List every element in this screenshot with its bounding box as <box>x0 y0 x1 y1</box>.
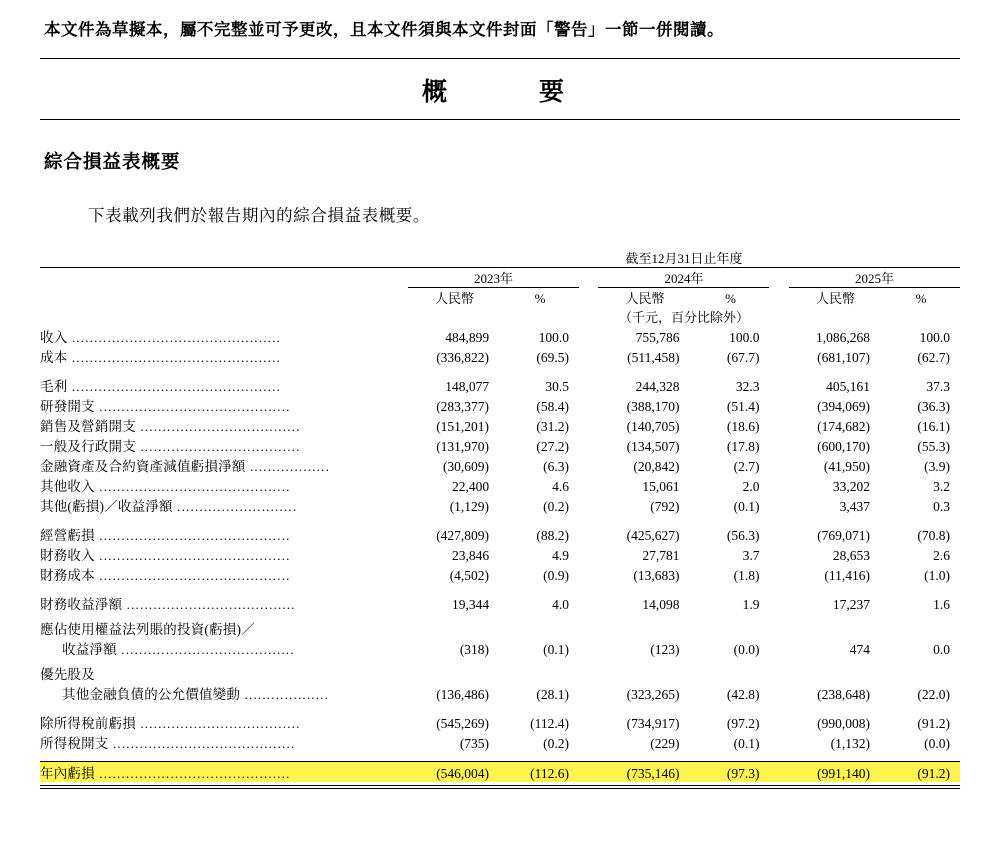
column-gap <box>579 732 598 752</box>
year-header-2025: 2025年 <box>789 268 960 288</box>
row-value: (51.4) <box>726 399 760 414</box>
row-value: (17.8) <box>726 439 760 454</box>
row-label: 所得稅開支 ......................................... <box>40 736 296 751</box>
row-label: 一般及行政開支 .................................... <box>40 439 301 454</box>
page-title: 概 要 <box>421 79 578 106</box>
column-gap <box>769 455 788 475</box>
row-value: 19,344 <box>451 597 490 612</box>
row-value: 2.0 <box>742 479 760 494</box>
divider-under-title <box>40 119 960 120</box>
column-gap <box>769 375 788 395</box>
row-value: (134,507) <box>626 439 680 454</box>
column-gap <box>579 544 598 564</box>
row-value: (174,682) <box>817 419 870 434</box>
table-row <box>40 524 960 544</box>
row-value: (388,170) <box>626 399 680 414</box>
unit-percent-2025: % <box>915 291 927 306</box>
column-gap <box>769 618 788 638</box>
row-value: (151,201) <box>436 419 490 434</box>
column-gap <box>769 475 788 495</box>
row-value: (600,170) <box>817 439 870 454</box>
column-gap <box>579 712 598 732</box>
row-value: 23,846 <box>451 548 490 563</box>
column-gap <box>769 495 788 515</box>
row-value: (991,140) <box>789 762 882 783</box>
table-row <box>40 346 960 366</box>
row-label: 成本 ............................................... <box>40 350 282 365</box>
row-value <box>789 663 882 683</box>
row-value: (511,458) <box>627 350 680 365</box>
row-value: 1,086,268 <box>816 330 870 345</box>
row-value: (735) <box>459 736 490 751</box>
table-body <box>40 326 960 789</box>
row-value: 3.7 <box>742 548 760 563</box>
row-label: 除所得稅前虧損 .................................... <box>40 716 301 731</box>
row-label: 其他(虧損)／收益淨額 ........................... <box>40 499 298 514</box>
table-row <box>40 435 960 455</box>
column-gap <box>579 663 598 683</box>
row-value: 0.0 <box>933 642 950 657</box>
table-row <box>40 663 960 683</box>
row-value: (91.2) <box>882 762 960 783</box>
column-gap <box>579 475 598 495</box>
table-header-unit-row <box>40 288 960 308</box>
table-row <box>40 455 960 475</box>
row-value: (0.2) <box>543 736 569 751</box>
row-value: 148,077 <box>445 379 490 394</box>
year-header-2023: 2023年 <box>408 268 579 288</box>
row-value: (0.2) <box>543 499 569 514</box>
financial-summary-table <box>40 248 960 789</box>
row-value <box>408 618 501 638</box>
column-gap <box>579 683 598 703</box>
row-value: 474 <box>849 642 870 657</box>
table-header-unitnote-row <box>40 307 960 326</box>
row-spacer <box>40 752 960 762</box>
row-value <box>882 618 960 638</box>
row-value: (67.7) <box>726 350 760 365</box>
row-value: 405,161 <box>826 379 870 394</box>
table-row <box>40 638 960 658</box>
column-gap <box>579 618 598 638</box>
column-gap <box>769 593 788 613</box>
unit-note: （千元，百分比除外） <box>618 310 749 325</box>
row-value: (131,970) <box>436 439 490 454</box>
row-label: 年內虧損 ........................................... <box>40 762 408 783</box>
row-value: (20,842) <box>633 459 680 474</box>
table-row <box>40 593 960 613</box>
row-value: (769,071) <box>817 528 870 543</box>
column-gap <box>579 415 598 435</box>
row-value: (546,004) <box>408 762 501 783</box>
column-gap <box>579 346 598 366</box>
row-label: 銷售及營銷開支 .................................... <box>40 419 301 434</box>
unit-currency-2024: 人民幣 <box>625 291 665 306</box>
row-value <box>598 663 691 683</box>
column-gap <box>769 435 788 455</box>
row-value <box>789 618 882 638</box>
row-value: 27,781 <box>642 548 680 563</box>
row-label: 優先股及 <box>40 667 95 682</box>
row-label: 研發開支 ........................................... <box>40 399 291 414</box>
row-value <box>501 663 579 683</box>
row-value: (27.2) <box>536 439 569 454</box>
row-value: (42.8) <box>726 687 760 702</box>
table-total-row <box>40 762 960 783</box>
table-row <box>40 375 960 395</box>
column-gap <box>579 326 598 346</box>
row-value: 2.6 <box>933 548 950 563</box>
row-value: (97.2) <box>726 716 760 731</box>
row-value: (88.2) <box>536 528 569 543</box>
table-header-year-row <box>40 268 960 288</box>
row-spacer <box>40 515 960 524</box>
row-value: (30,609) <box>442 459 490 474</box>
row-value: 1.9 <box>742 597 760 612</box>
row-value: (0.1) <box>733 499 760 514</box>
column-gap <box>769 663 788 683</box>
column-gap <box>579 455 598 475</box>
unit-percent-2024: % <box>725 291 736 306</box>
row-value: (70.8) <box>917 528 950 543</box>
row-value: (123) <box>650 642 680 657</box>
row-value: 14,098 <box>642 597 680 612</box>
row-value: (1.0) <box>924 568 950 583</box>
row-value: (28.1) <box>536 687 569 702</box>
row-label: 經營虧損 ........................................... <box>40 528 291 543</box>
column-gap <box>579 395 598 415</box>
table-row <box>40 415 960 435</box>
row-value: (55.3) <box>917 439 950 454</box>
table-row <box>40 564 960 584</box>
row-value: (91.2) <box>917 716 950 731</box>
row-value: 100.0 <box>919 330 950 345</box>
table-row <box>40 475 960 495</box>
column-gap <box>579 593 598 613</box>
row-label: 收入 ............................................... <box>40 330 282 345</box>
sub-heading: 綜合損益表概要 <box>44 153 181 173</box>
row-value: (11,416) <box>824 568 870 583</box>
row-value: 32.3 <box>735 379 760 394</box>
row-spacer <box>40 366 960 375</box>
row-value: 100.0 <box>538 330 569 345</box>
row-label: 毛利 ............................................... <box>40 379 282 394</box>
row-value: (792) <box>650 499 680 514</box>
unit-currency-2023: 人民幣 <box>435 291 475 306</box>
row-value: 100.0 <box>729 330 760 345</box>
column-gap <box>769 395 788 415</box>
row-value: (6.3) <box>543 459 569 474</box>
row-value: 28,653 <box>832 548 870 563</box>
row-value: 30.5 <box>545 379 569 394</box>
row-value <box>408 663 501 683</box>
column-gap <box>769 326 788 346</box>
column-gap <box>579 762 598 783</box>
row-value: 0.3 <box>933 499 950 514</box>
row-value: (238,648) <box>817 687 870 702</box>
row-value: (18.6) <box>726 419 760 434</box>
row-value <box>692 663 770 683</box>
row-value: (16.1) <box>917 419 950 434</box>
row-value: (2.7) <box>733 459 760 474</box>
column-gap <box>579 435 598 455</box>
row-value: (22.0) <box>917 687 950 702</box>
table-row <box>40 495 960 515</box>
row-value: (394,069) <box>817 399 870 414</box>
column-gap <box>769 732 788 752</box>
row-value: (62.7) <box>917 350 950 365</box>
row-value <box>882 663 960 683</box>
intro-paragraph: 下表載列我們於報告期內的綜合損益表概要。 <box>88 206 430 225</box>
row-label: 財務成本 ........................................... <box>40 568 291 583</box>
row-value: (336,822) <box>436 350 490 365</box>
row-value: (58.4) <box>536 399 569 414</box>
row-value: (0.1) <box>733 736 760 751</box>
unit-currency-2025: 人民幣 <box>815 291 855 306</box>
row-value: 17,237 <box>832 597 870 612</box>
table-row <box>40 683 960 703</box>
row-value: (41,950) <box>823 459 870 474</box>
row-value: (1,132) <box>830 736 870 751</box>
column-gap <box>579 524 598 544</box>
row-label: 其他收入 ........................................... <box>40 479 291 494</box>
row-value: (112.4) <box>530 716 569 731</box>
row-value: (3.9) <box>924 459 950 474</box>
row-value: (13,683) <box>633 568 680 583</box>
row-label: 其他金融負債的公允價值變動 ................... <box>62 687 330 702</box>
row-value: (0.1) <box>543 642 569 657</box>
row-value: 4.0 <box>552 597 569 612</box>
row-value: (56.3) <box>726 528 760 543</box>
row-value: 33,202 <box>832 479 870 494</box>
row-value: (735,146) <box>598 762 691 783</box>
unit-percent-2023: % <box>534 291 546 306</box>
row-value: (734,917) <box>626 716 680 731</box>
row-value: (545,269) <box>436 716 490 731</box>
row-value: (136,486) <box>436 687 490 702</box>
row-value: (97.3) <box>692 762 770 783</box>
column-gap <box>769 762 788 783</box>
row-value: 15,061 <box>642 479 680 494</box>
row-value: (36.3) <box>917 399 950 414</box>
column-gap <box>769 524 788 544</box>
column-gap <box>769 564 788 584</box>
row-value: (318) <box>459 642 490 657</box>
table-row <box>40 395 960 415</box>
row-value: 3.2 <box>933 479 950 494</box>
column-gap <box>579 375 598 395</box>
row-value: (425,627) <box>626 528 680 543</box>
row-label: 金融資產及合約資產減值虧損淨額 .................. <box>40 459 331 474</box>
row-value: 1.6 <box>933 597 950 612</box>
row-value: 3,437 <box>839 499 870 514</box>
row-value: (283,377) <box>436 399 490 414</box>
row-value: (229) <box>650 736 680 751</box>
draft-notice: 本文件為草擬本，屬不完整並可予更改，且本文件須與本文件封面「警告」一節一併閱讀。 <box>44 20 724 39</box>
row-value: 484,899 <box>445 330 490 345</box>
row-value <box>598 618 691 638</box>
row-value: (323,265) <box>626 687 680 702</box>
table-header-period-row <box>40 248 960 268</box>
row-spacer <box>40 584 960 593</box>
row-value: 244,328 <box>635 379 680 394</box>
table-row <box>40 544 960 564</box>
table-row <box>40 326 960 346</box>
row-value: 755,786 <box>635 330 680 345</box>
column-gap <box>769 346 788 366</box>
column-gap <box>579 564 598 584</box>
year-header-2024: 2024年 <box>598 268 769 288</box>
column-gap <box>769 544 788 564</box>
row-value <box>501 618 579 638</box>
table-row <box>40 732 960 752</box>
row-label: 財務收益淨額 ...................................... <box>40 597 296 612</box>
table-row <box>40 712 960 732</box>
row-spacer <box>40 703 960 712</box>
row-value: (1,129) <box>449 499 490 514</box>
column-gap <box>769 415 788 435</box>
row-value <box>692 618 770 638</box>
row-value: (681,107) <box>817 350 870 365</box>
row-value: (990,008) <box>817 716 870 731</box>
column-gap <box>769 683 788 703</box>
row-label: 收益淨額 ....................................... <box>62 642 295 657</box>
row-value: 37.3 <box>926 379 950 394</box>
row-value: (0.9) <box>543 568 569 583</box>
column-gap <box>579 495 598 515</box>
row-value: (69.5) <box>536 350 569 365</box>
period-header: 截至12月31日止年度 <box>625 251 743 266</box>
row-value: 4.6 <box>552 479 569 494</box>
row-label: 應佔使用權益法列賬的投資(虧損)／ <box>40 622 255 637</box>
column-gap <box>579 638 598 658</box>
row-value: 4.9 <box>552 548 569 563</box>
row-value: (0.0) <box>733 642 760 657</box>
row-value: 22,400 <box>451 479 490 494</box>
row-value: (31.2) <box>536 419 569 434</box>
column-gap <box>769 638 788 658</box>
row-label: 財務收入 ........................................... <box>40 548 291 563</box>
row-value: (0.0) <box>924 736 950 751</box>
row-value: (4,502) <box>449 568 490 583</box>
row-value: (427,809) <box>436 528 490 543</box>
column-gap <box>769 712 788 732</box>
table-bottom-rules <box>40 782 960 789</box>
row-value: (1.8) <box>733 568 760 583</box>
table-row <box>40 618 960 638</box>
row-value: (140,705) <box>626 419 680 434</box>
row-value: (112.6) <box>501 762 579 783</box>
